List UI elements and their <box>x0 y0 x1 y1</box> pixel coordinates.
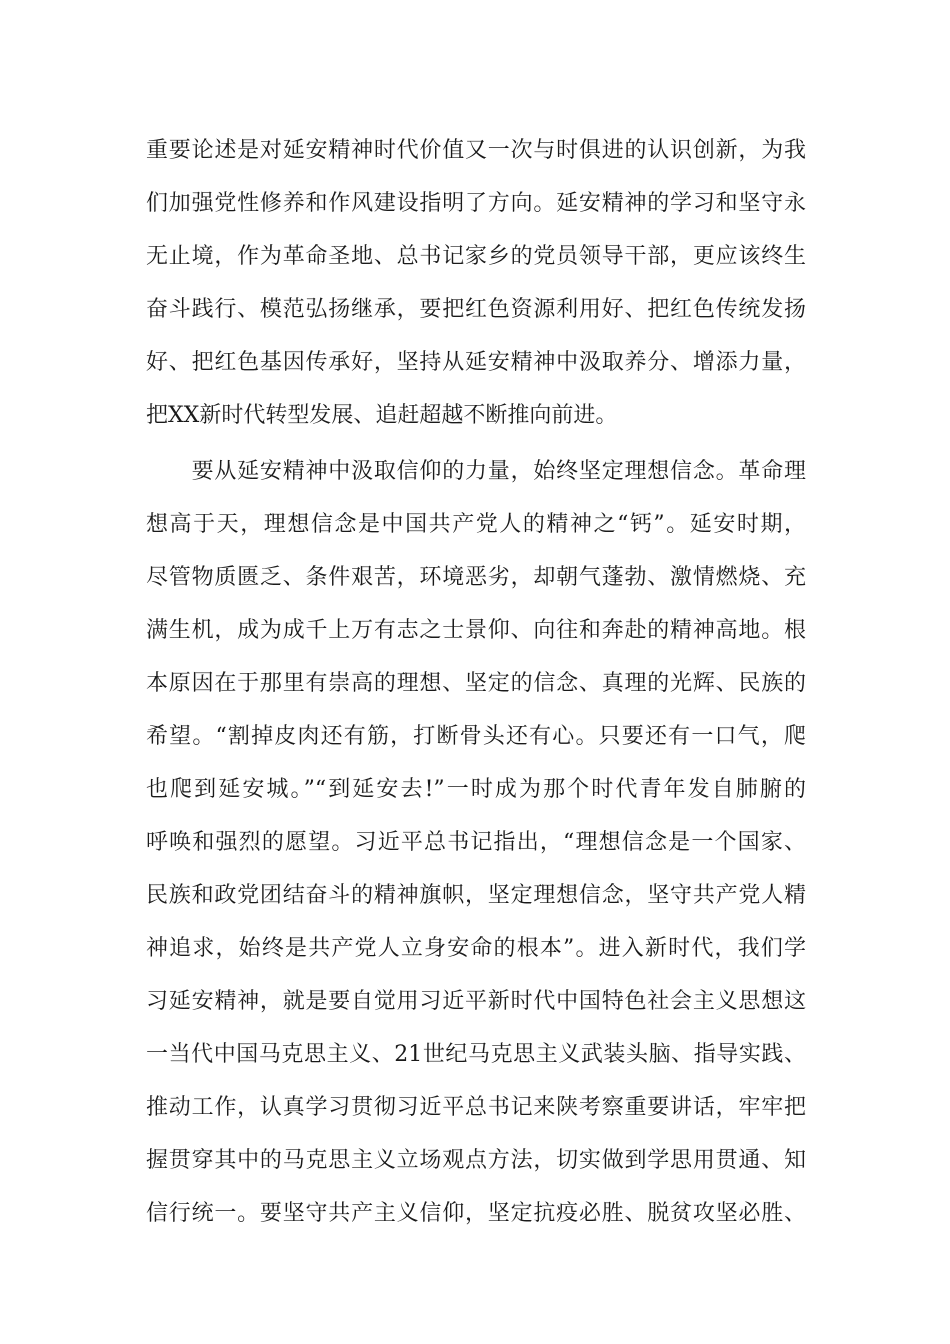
text-line: 想高于天，理想信念是中国共产党人的精神之“钙”。延安时期， <box>146 512 806 537</box>
text-line: 民族和政党团结奋斗的精神旗帜，坚定理想信念，坚守共产党人精 <box>146 883 806 908</box>
text-line: 尽管物质匮乏、条件艰苦，环境恶劣，却朝气蓬勃、激情燃烧、充 <box>146 565 806 590</box>
text-line: 握贯穿其中的马克思主义立场观点方法，切实做到学思用贯通、知 <box>146 1148 806 1173</box>
text-line: 把XX新时代转型发展、追赶超越不断推向前进。 <box>146 403 618 428</box>
text-line: 希望。“割掉皮肉还有筋，打断骨头还有心。只要还有一口气，爬 <box>146 724 806 749</box>
text-line: 无止境，作为革命圣地、总书记家乡的党员领导干部，更应该终生 <box>146 244 806 269</box>
paragraph-1 <box>146 124 806 442</box>
text-line: 满生机，成为成千上万有志之士景仰、向往和奔赴的精神高地。根 <box>146 618 806 643</box>
text-line: 推动工作，认真学习贯彻习近平总书记来陕考察重要讲话，牢牢把 <box>146 1095 806 1120</box>
text-line: 好、把红色基因传承好，坚持从延安精神中汲取养分、增添力量， <box>146 350 806 375</box>
text-line: 习延安精神，就是要自觉用习近平新时代中国特色社会主义思想这 <box>146 989 806 1014</box>
paragraph-2 <box>146 445 806 1240</box>
text-line: 信行统一。要坚守共产主义信仰，坚定抗疫必胜、脱贫攻坚必胜、 <box>146 1201 806 1226</box>
text-line: 本原因在于那里有崇高的理想、坚定的信念、真理的光辉、民族的 <box>146 671 806 696</box>
text-line: 奋斗践行、模范弘扬继承，要把红色资源利用好、把红色传统发扬 <box>146 297 806 322</box>
text-line: 也爬到延安城。”“到延安去!”一时成为那个时代青年发自肺腑的 <box>146 777 806 802</box>
text-line: 呼唤和强烈的愿望。习近平总书记指出，“理想信念是一个国家、 <box>146 830 806 855</box>
text-line: 神追求，始终是共产党人立身安命的根本”。进入新时代，我们学 <box>146 936 806 961</box>
text-line: 要从延安精神中汲取信仰的力量，始终坚定理想信念。革命理 <box>146 459 806 484</box>
text-line: 们加强党性修养和作风建设指明了方向。延安精神的学习和坚守永 <box>146 191 806 216</box>
text-line: 重要论述是对延安精神时代价值又一次与时俱进的认识创新，为我 <box>146 138 806 163</box>
text-line: 一当代中国马克思主义、21世纪马克思主义武装头脑、指导实践、 <box>146 1042 806 1067</box>
